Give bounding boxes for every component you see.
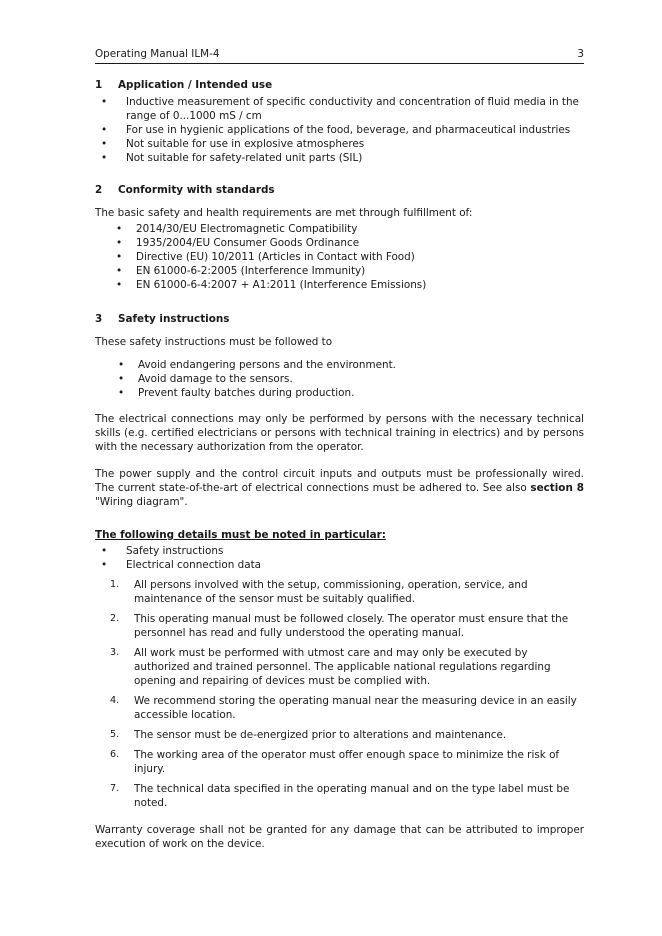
list-item: 1. All persons involved with the setup, commissioning, operation, service, and maintenance of the sensor must be suitably qualified. [110,579,528,605]
list-item: • Safety instructions [101,545,224,557]
section-number: 3 [95,313,103,325]
list-item: • 1935/2004/EU Consumer Goods Ordinance [116,237,360,249]
list-item: • Prevent faulty batches during production. [118,387,355,399]
list-item: 6. The working area of the operator must offer enough space to minimize the risk of injury. [110,749,560,775]
section-reference: section 8 [530,482,584,494]
page-header [95,47,584,64]
list-item: • For use in hygienic applications of the food, beverage, and pharmaceutical industries [101,124,571,136]
section-heading [95,312,584,326]
warranty-paragraph: Warranty coverage shall not be granted for any damage that can be attributed to improper execution of work on the device. [95,824,584,850]
list-item: • Avoid damage to the sensors. [118,373,293,385]
electrical-connections-paragraph: The electrical connections may only be performed by persons with the necessary technical skills (e.g. certified electricians or persons with technical training in electrics) and by persons with the necessary authorization from the operator. [95,413,584,453]
list-item: • Inductive measurement of specific conductivity and concentration of fluid media in the range of 0...1000 mS / cm [101,96,579,122]
list-item: • Electrical connection data [101,559,262,571]
page-number: 3 [577,48,584,60]
list-item: 7. The technical data specified in the operating manual and on the type label must be noted. [110,783,570,809]
power-supply-paragraph: The power supply and the control circuit inputs and outputs must be professionally wired. The current state-of-the-art of electrical connections must be adhered to. See also section 8 "Wiring diagram". [95,468,584,508]
details-heading: The following details must be noted in particular: [95,529,386,541]
section-number: 1 [95,79,103,91]
header-title: Operating Manual ILM-4 [95,48,220,60]
section-safety [95,312,584,851]
section-conformity [95,183,584,292]
list-item: 2. This operating manual must be followed closely. The operator must ensure that the personnel has read and fully understood the operating manual. [110,613,569,639]
conformity-intro: The basic safety and health requirements are met through fulfillment of: [95,207,473,219]
section-title: Conformity with standards [118,184,275,196]
list-item: • Not suitable for use in explosive atmospheres [101,138,365,150]
numbered-instructions [95,578,584,810]
section-application [95,78,584,165]
standards-list [95,222,584,292]
safety-goals-list [95,358,584,400]
section-heading [95,78,584,92]
section-title: Application / Intended use [118,79,273,91]
list-item: 3. All work must be performed with utmost care and may only be executed by authorized and trained personnel. The applicable national regulations regarding opening and repairing of devices must be complied with. [110,647,551,687]
application-list [95,95,584,165]
list-item: 5. The sensor must be de-energized prior to alterations and maintenance. [110,729,507,741]
list-item: • Directive (EU) 10/2011 (Articles in Contact with Food) [116,251,415,263]
section-number: 2 [95,184,103,196]
list-item: • Avoid endangering persons and the environment. [118,359,396,371]
list-item: • EN 61000-6-4:2007 + A1:2011 (Interference Emissions) [116,279,427,291]
list-item: • 2014/30/EU Electromagnetic Compatibility [116,223,358,235]
safety-intro: These safety instructions must be followed to [95,336,333,348]
list-item: • EN 61000-6-2:2005 (Interference Immunity) [116,265,366,277]
list-item: • Not suitable for safety-related unit parts (SIL) [101,152,363,164]
section-title: Safety instructions [118,313,230,325]
list-item: 4. We recommend storing the operating manual near the measuring device in an easily accessible location. [110,695,577,721]
section-heading [95,183,584,197]
details-list [95,544,584,572]
